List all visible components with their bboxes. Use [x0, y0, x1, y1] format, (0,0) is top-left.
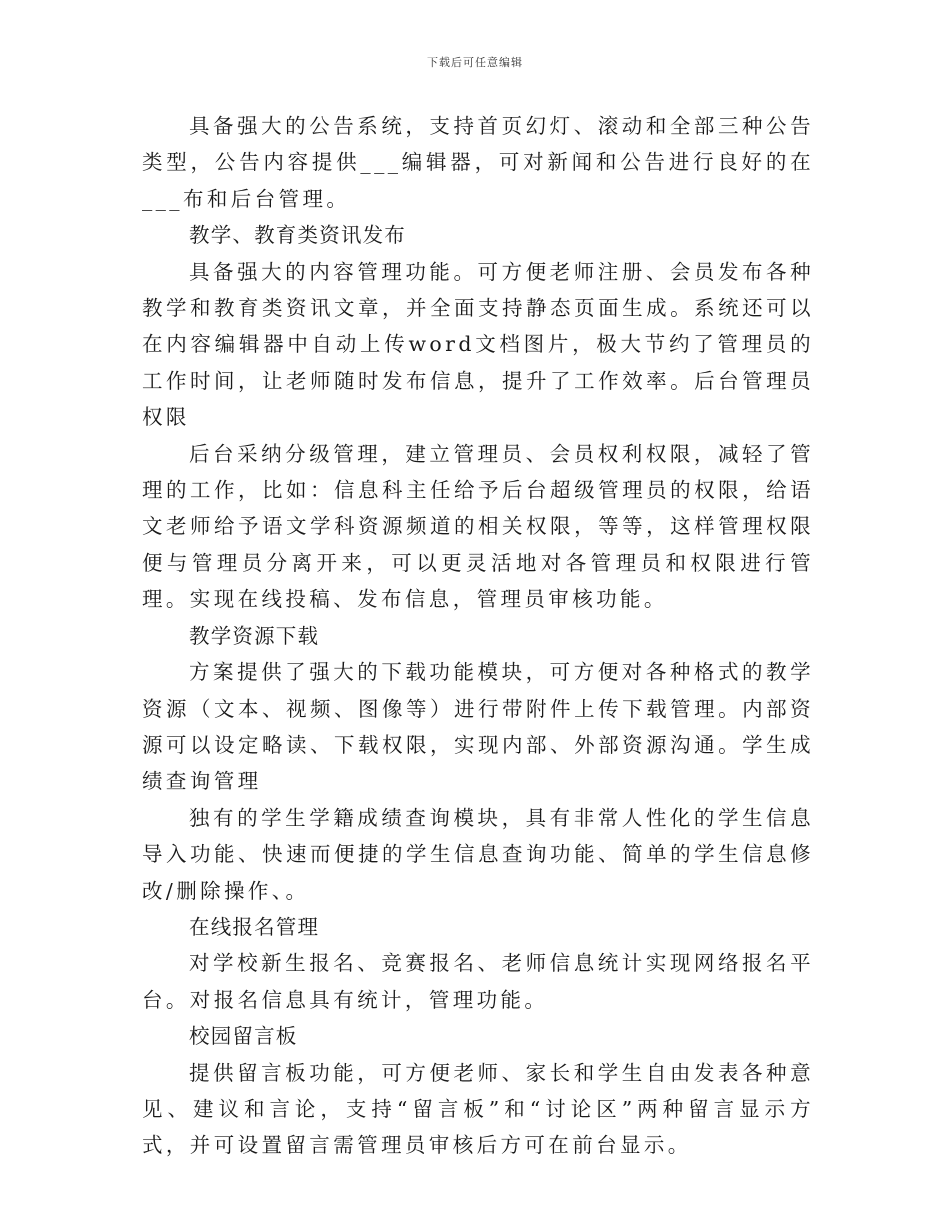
paragraph-download-module: 方案提供了强大的下载功能模块，可方便对各种格式的教学资源（文本、视频、图像等）进行带附件上传下载管理。内部资源可以设定略读、下载权限，实现内部、外部资源沟通。学生成绩查询管理: [142, 660, 814, 794]
section-heading-online-registration: 在线报名管理: [189, 914, 320, 939]
paragraph-content-management: 具备强大的内容管理功能。可方便老师注册、会员发布各种教学和教育类资讯文章，并全面支持静态页面生成。系统还可以在内容编辑器中自动上传word文档图片，极大节约了管理员的工作时间，让老师随时发布信息，提升了工作效率。后台管理员权限: [142, 259, 814, 430]
section-heading-resource-download: 教学资源下载: [189, 623, 320, 648]
document-body: [142, 108, 814, 1164]
section-heading-message-board: 校园留言板: [189, 1024, 298, 1049]
paragraph-registration-platform: 对学校新生报名、竞赛报名、老师信息统计实现网络报名平台。对报名信息具有统计，管理功能。: [142, 951, 814, 1012]
paragraph-message-board: 提供留言板功能，可方便老师、家长和学生自由发表各种意见、建议和言论，支持“留言板”和“讨论区”两种留言显示方式，并可设置留言需管理员审核后方可在前台显示。: [142, 1060, 814, 1158]
section-heading-education-news: 教学、教育类资讯发布: [189, 223, 406, 248]
paragraph-grade-query: 独有的学生学籍成绩查询模块，具有非常人性化的学生信息导入功能、快速而便捷的学生信息查询功能、简单的学生信息修改/删除操作、。: [142, 805, 814, 903]
paragraph-admin-permissions: 后台采纳分级管理，建立管理员、会员权利权限，减轻了管理的工作，比如：信息科主任给予后台超级管理员的权限，给语文老师给予语文学科资源频道的相关权限，等等，这样管理权限便与管理员分离开来，可以更灵活地对各管理员和权限进行管理。实现在线投稿、发布信息，管理员审核功能。: [142, 441, 814, 612]
paragraph-announcement-system: 具备强大的公告系统，支持首页幻灯、滚动和全部三种公告类型，公告内容提供___编辑器，可对新闻和公告进行良好的在___布和后台管理。: [142, 114, 814, 211]
page-header: 下载后可任意编辑: [427, 56, 523, 69]
